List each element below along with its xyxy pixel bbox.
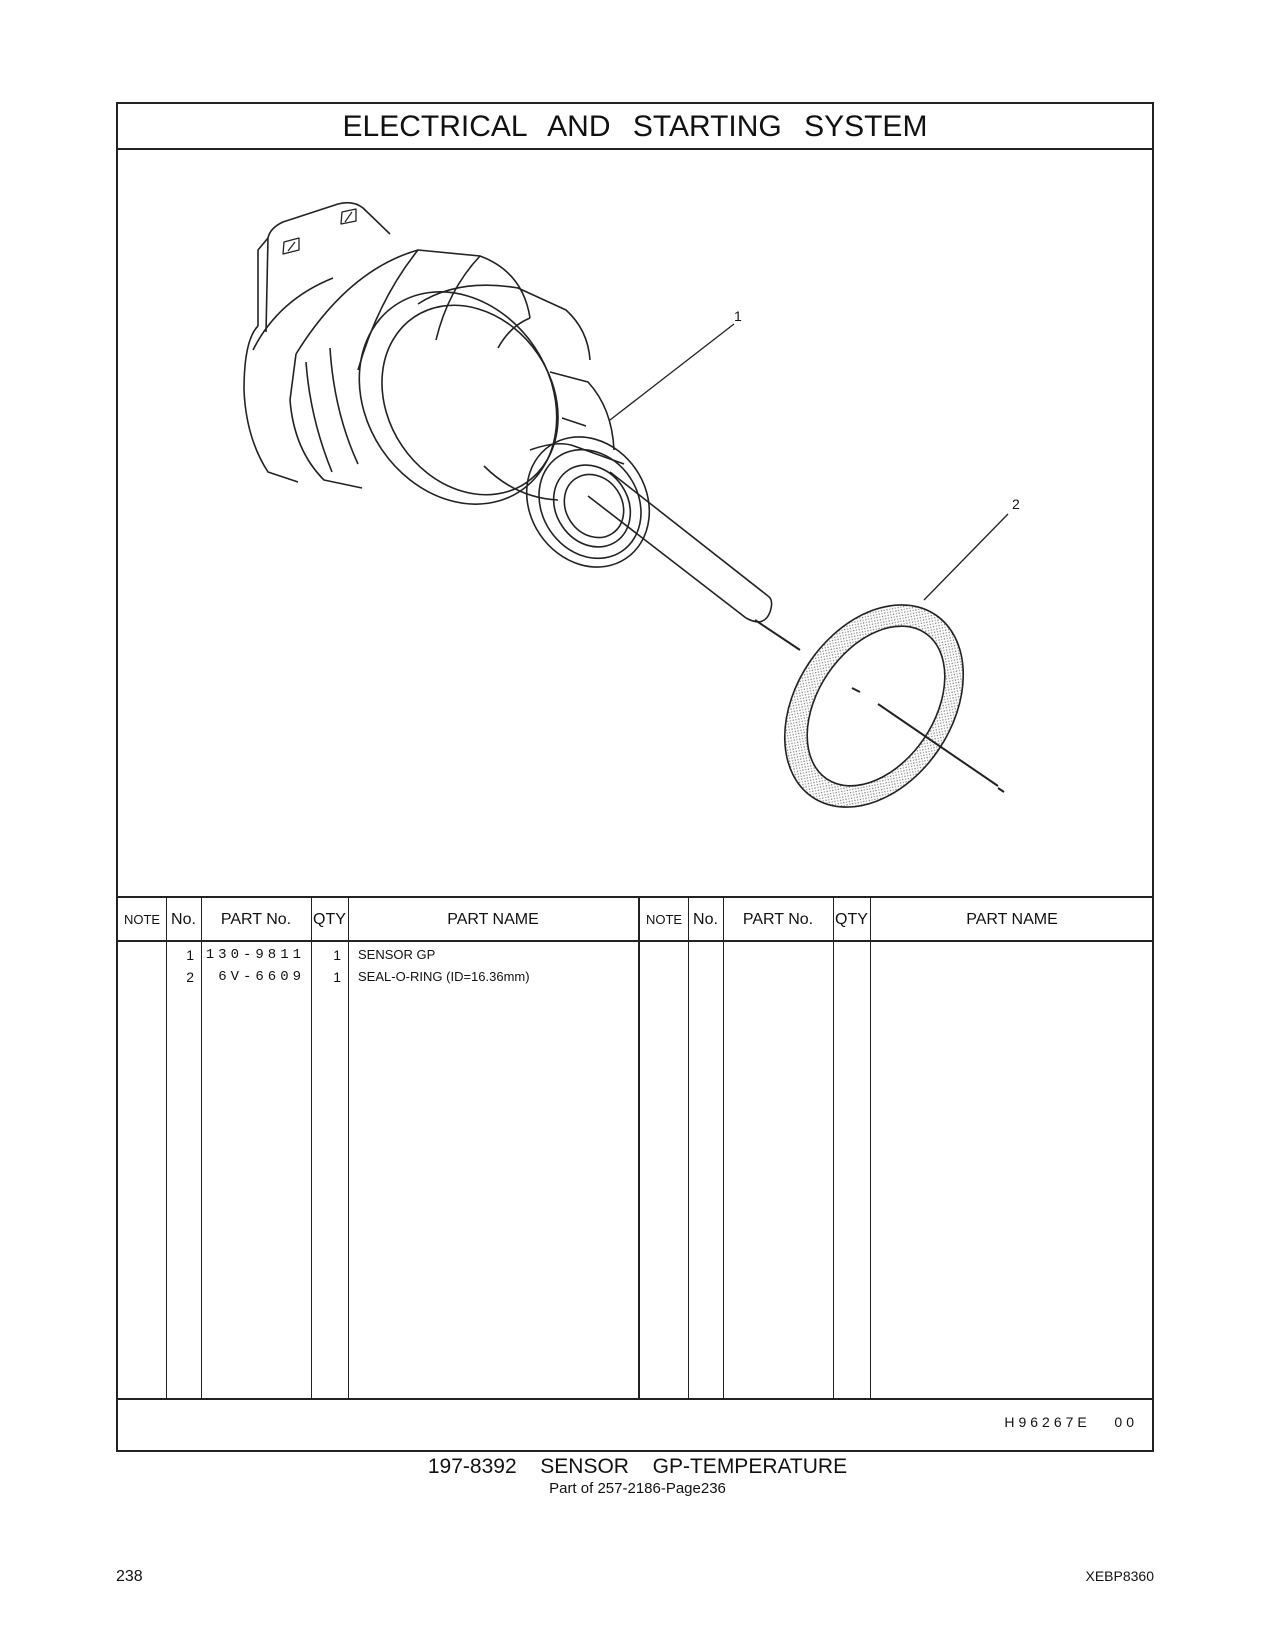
parts-sheet-frame	[116, 102, 1154, 1452]
quantity: 1	[333, 969, 341, 985]
part-name: SEAL-O-RING (ID=16.36mm)	[358, 969, 530, 984]
col-header-part-no: PART No.	[220, 911, 292, 928]
col-header-qty: QTY	[313, 911, 346, 928]
col-header-note: NOTE	[645, 912, 683, 927]
section-title: ELECTRICAL AND STARTING SYSTEM	[118, 104, 1152, 150]
illustration-code: H96267E 00	[1004, 1414, 1138, 1430]
col-header-part-no: PART No.	[742, 911, 814, 928]
page-number: 238	[116, 1568, 143, 1585]
item-number: 1	[186, 947, 194, 963]
connector-housing	[244, 203, 390, 482]
group-title: 197-8392 SENSOR GP-TEMPERATURE	[427, 1455, 848, 1478]
col-header-no: No.	[693, 911, 718, 928]
part-number: 6V-6609	[218, 969, 305, 985]
parts-table	[118, 896, 1152, 1400]
document-id: XEBP8360	[1085, 1568, 1154, 1584]
col-header-part-name: PART NAME	[966, 911, 1058, 928]
probe-rod	[588, 472, 772, 622]
part-name: SENSOR GP	[358, 947, 436, 962]
parts-table-right	[638, 898, 1154, 1398]
group-reference: Part of 257-2186-Page236	[549, 1480, 726, 1497]
col-header-note: NOTE	[123, 912, 161, 927]
o-ring-seal	[748, 571, 1000, 841]
part-number: 130-9811	[205, 947, 305, 963]
col-header-no: No.	[171, 911, 196, 928]
leader-line-2	[924, 514, 1008, 600]
leader-line-1	[610, 324, 734, 420]
col-header-part-name: PART NAME	[447, 911, 539, 928]
exploded-illustration	[118, 150, 1152, 896]
callout-2: 2	[1012, 496, 1020, 512]
sensor-drawing	[118, 150, 1154, 896]
quantity: 1	[333, 947, 341, 963]
parts-table-left	[118, 898, 638, 1398]
sensor-body	[319, 254, 614, 543]
table-row	[118, 944, 638, 966]
table-row	[118, 966, 638, 988]
callout-1: 1	[734, 308, 742, 324]
item-number: 2	[186, 969, 194, 985]
col-header-qty: QTY	[835, 911, 868, 928]
